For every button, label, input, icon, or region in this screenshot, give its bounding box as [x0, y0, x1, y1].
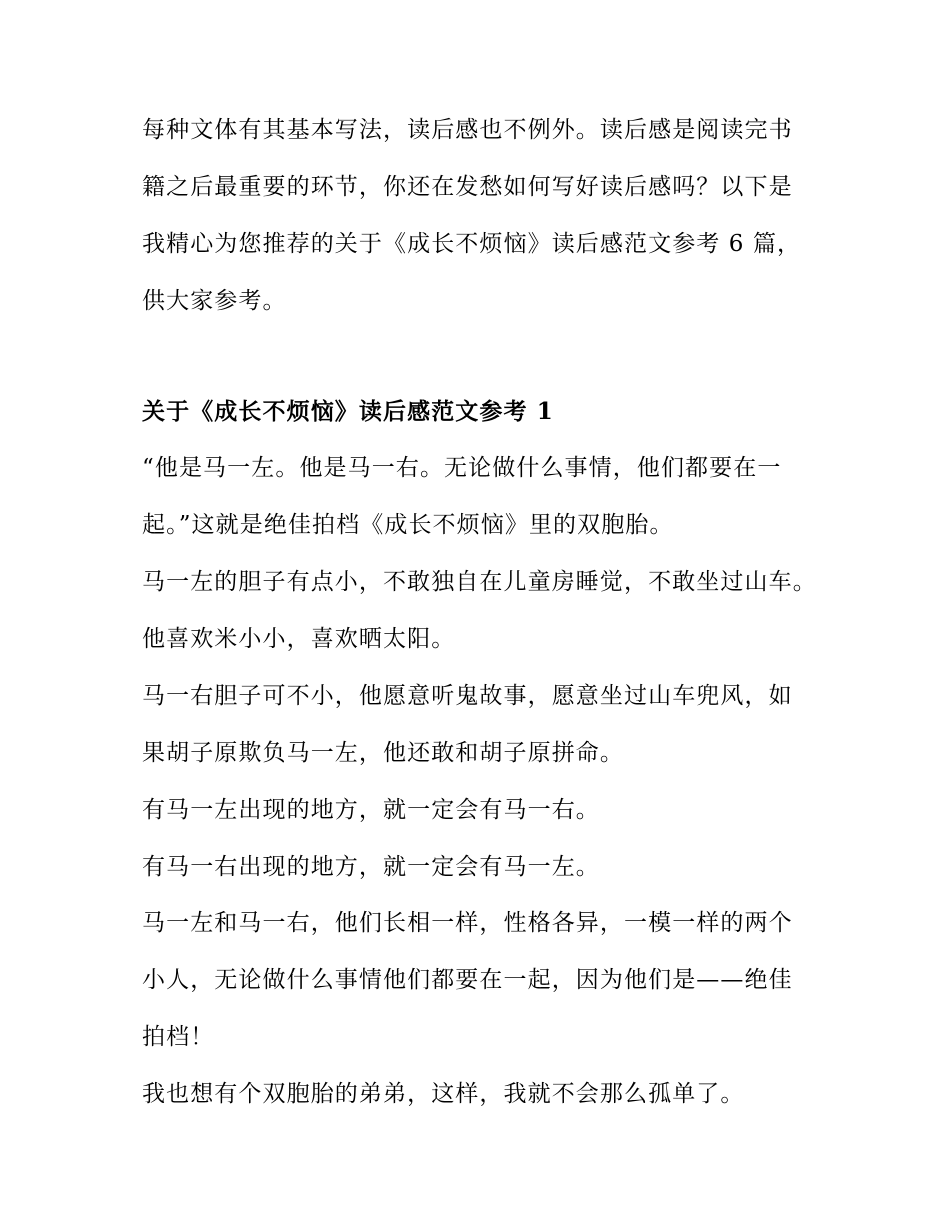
body-line-10: 小人，无论做什么事情他们都要在一起，因为他们是——绝佳 [142, 967, 793, 993]
body-line-1: “他是马一左。他是马一右。无论做什么事情，他们都要在一 [142, 455, 782, 481]
body-line-7: 有马一左出现的地方，就一定会有马一右。 [142, 797, 600, 823]
body-line-12: 我也想有个双胞胎的弟弟，这样，我就不会那么孤单了。 [142, 1081, 745, 1107]
intro-line-1: 每种文体有其基本写法，读后感也不例外。读后感是阅读完书 [142, 117, 793, 143]
body-line-3: 马一左的胆子有点小，不敢独自在儿童房睡觉，不敢坐过山车。 [142, 569, 817, 595]
body-line-4: 他喜欢米小小，喜欢晒太阳。 [142, 626, 456, 652]
body-line-9: 马一左和马一右，他们长相一样，性格各异，一模一样的两个 [142, 910, 793, 936]
intro-line-2: 籍之后最重要的环节，你还在发愁如何写好读后感吗？以下是 [142, 174, 793, 200]
intro-line-3: 我精心为您推荐的关于《成长不烦恼》读后感范文参考 6 篇， [142, 231, 802, 257]
body-line-2: 起。”这就是绝佳拍档《成长不烦恼》里的双胞胎。 [142, 512, 674, 538]
body-line-11: 拍档！ [142, 1024, 215, 1050]
section-heading: 关于《成长不烦恼》读后感范文参考 1 [142, 398, 554, 425]
intro-line-4: 供大家参考。 [142, 288, 287, 314]
body-line-8: 有马一右出现的地方，就一定会有马一左。 [142, 854, 600, 880]
body-line-6: 果胡子原欺负马一左，他还敢和胡子原拼命。 [142, 740, 624, 766]
body-line-5: 马一右胆子可不小，他愿意听鬼故事，愿意坐过山车兜风，如 [142, 683, 793, 709]
